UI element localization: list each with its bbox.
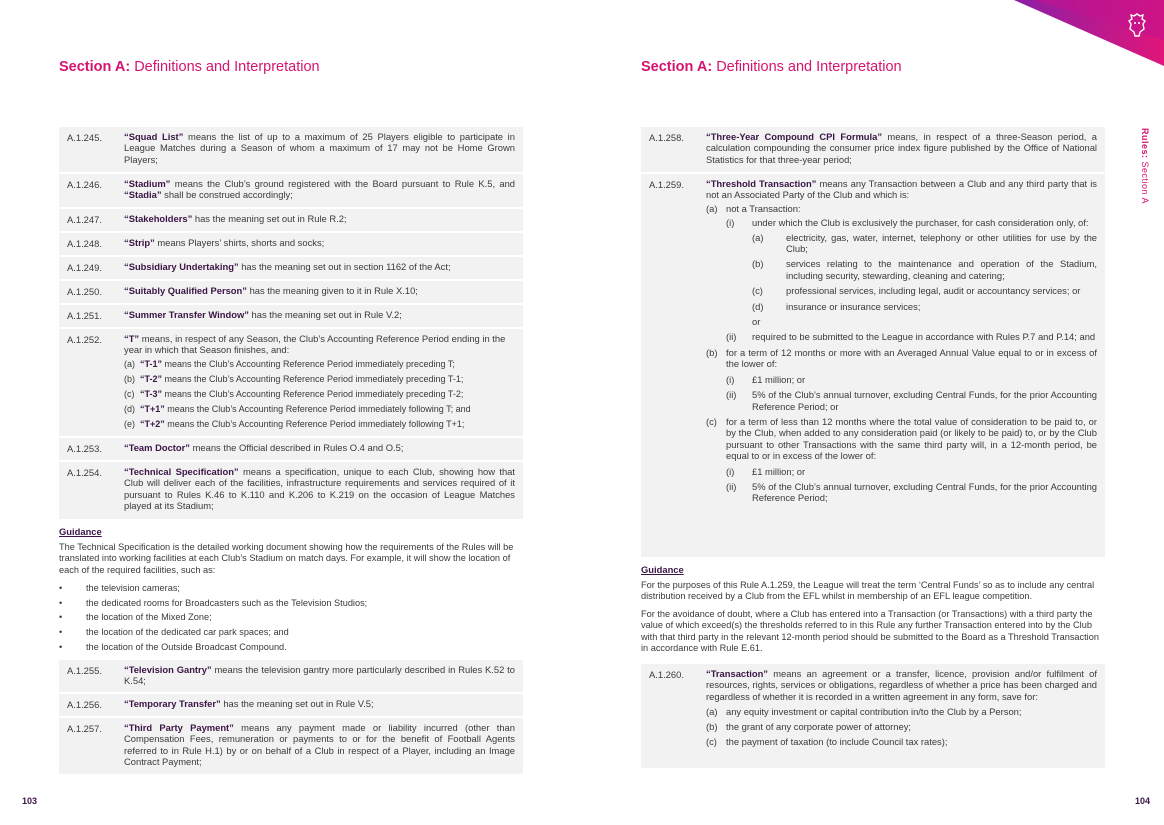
sub-item: (e) “T+2” means the Club’s Accounting Reference Period immediately following T+1; — [124, 418, 465, 429]
rule-a1258: A.1.258. “Three-Year Compound CPI Formula” means, in respect of a three-Season period, a calculation compounding the consumer price index figure published by the Office of National Statistics for that three-year period; — [641, 127, 1105, 172]
rule-a1245: A.1.245. “Squad List” means the list of up to a maximum of 25 Players eligible to participate in League Matches during a Season of whom a maximum of 17 may not be Home Grown Players; — [59, 127, 523, 172]
rule-a1259: A.1.259. “Threshold Transaction” means any Transaction between a Club and any third party that is not an Associated Party of the Club and which is: (a) not a Transaction: (i) under which the Club is exclusively the purchaser, for cash consideration only, of: (a) electricity, gas, water, internet, telephony or other utilities for use by the Club; (b) services relating to the maintenance and operation of the Stadium, including security, stewarding, cleaning and catering; (c) professional services, including legal, audit or accountancy services; or (d) insurance or insurance services; or (ii) required to be submitted to the League in accordance with Rules P.7 and P.14; and (b) for a term of 12 months or more with an Averaged Annual Value equal to or in excess of the lower of: (i) £1 million; or (ii) 5% of the Club’s annual turnover, excluding Central Funds, for the prior Accounting Reference Period; or (c) for a term of less than 12 months where the total value of consideration to be paid to, or by the Club, when added to any consideration paid (or likely to be paid) to, or by the Club pursuant to other Transactions with the same third party will, in a 12-month period, be equal to or in excess of the lower of: (i) £1 million; or (ii) 5% of the Club’s annual turnover, excluding Central Funds, for the prior Accounting Reference Period; — [641, 174, 1105, 557]
guidance-paragraph-1: For the purposes of this Rule A.1.259, the League will treat the term ‘Central Funds’ so as to include any central distribution received by a Club from the EFL whilst in membership of an EFL league competition. — [641, 580, 1095, 602]
rule-a1253: A.1.253. “Team Doctor” means the Official described in Rules O.4 and O.5; — [59, 438, 523, 460]
guidance-paragraph-2: For the avoidance of doubt, where a Club has entered into a Transaction (or Transactions) with a third party the value of which exceed(s) the thresholds referred to in this Rule any further Transaction entered into by the Club with that third party in the relevant 12-month period should be submitted to the Board as a Threshold Transaction in accordance with Rule E.61. — [641, 609, 1099, 654]
sub-item: (c) for a term of less than 12 months where the total value of consideration to be paid to, or by the Club, when added to any consideration paid (or likely to be paid) to, or by the Club pursuant to other Transactions with the same third party will, in a 12-month period, be equal to or in excess of the lower of: — [706, 415, 1097, 462]
rule-a1257: A.1.257. “Third Party Payment” means any payment made or liability incurred (other than Compensation Fees, remuneration or payments to or for the benefit of Football Agents referred to in Rule H.1) by or on behalf of a Club in respect of a Player, including an Image Contract Payment; — [59, 718, 523, 774]
sub-item: (i) £1 million; or — [726, 373, 806, 385]
rule-a1249: A.1.249. “Subsidiary Undertaking” has the meaning set out in section 1162 of the Act; — [59, 257, 523, 279]
or-text: or — [752, 316, 761, 328]
rule-a1256: A.1.256. “Temporary Transfer” has the meaning set out in Rule V.5; — [59, 694, 523, 716]
rule-a1255: A.1.255. “Television Gantry” means the television gantry more particularly described in Rules K.52 to K.54; — [59, 660, 523, 692]
sub-item: (i) £1 million; or — [726, 465, 806, 477]
sub-item: (ii) 5% of the Club’s annual turnover, excluding Central Funds, for the prior Accounting Reference Period; — [726, 480, 1097, 504]
rule-a1250: A.1.250. “Suitably Qualified Person” has the meaning given to it in Rule X.10; — [59, 281, 523, 303]
guidance-heading-left: Guidance — [59, 526, 102, 537]
sub-item: (ii) required to be submitted to the League in accordance with Rules P.7 and P.14; and — [726, 331, 1096, 343]
sub-item: (c) professional services, including legal, audit or accountancy services; or — [752, 285, 1081, 297]
guidance-heading-right: Guidance — [641, 564, 684, 575]
page-title-left: Section A: Definitions and Interpretation — [59, 59, 320, 75]
sub-item: (i) under which the Club is exclusively the purchaser, for cash consideration only, of: — [726, 217, 1089, 229]
sub-item: (a) “T-1” means the Club’s Accounting Reference Period immediately preceding T; — [124, 358, 455, 369]
sub-item: (b) for a term of 12 months or more with an Averaged Annual Value equal to or in excess of the lower of: — [706, 346, 1097, 370]
sub-item: (b) services relating to the maintenance and operation of the Stadium, including security, stewarding, cleaning and catering; — [752, 258, 1097, 281]
lion-crest-icon — [1126, 12, 1148, 38]
rule-a1254: A.1.254. “Technical Specification” means a specification, unique to each Club, showing how that Club will deliver each of the facilities, infrastructure requirements and services required of it pursuant to Rules K.46 to K.110 and K.206 to K.219 on the occasion of League Matches played at its Stadium; — [59, 462, 523, 519]
sub-item: (a) any equity investment or capital contribution in/to the Club by a Person; — [706, 706, 1022, 718]
sub-item: (b) “T-2” means the Club’s Accounting Reference Period immediately preceding T-1; — [124, 373, 464, 384]
sub-item: (b) the grant of any corporate power of attorney; — [706, 721, 912, 733]
rule-a1248: A.1.248. “Strip” means Players’ shirts, shorts and socks; — [59, 233, 523, 255]
page-number-right: 104 — [1134, 796, 1150, 806]
sub-item: (d) “T+1” means the Club’s Accounting Reference Period immediately following T; and — [124, 403, 471, 414]
page-title-right: Section A: Definitions and Interpretation — [641, 59, 902, 75]
rule-a1252: A.1.252. “T” means, in respect of any Season, the Club’s Accounting Reference Period ending in the year in which that Season finishes, and: (a) “T-1” means the Club’s Accounting Reference Period immediately preceding T; (b) “T-2” means the Club’s Accounting Reference Period immediately preceding T-1; (c) “T-3” means the Club’s Accounting Reference Period immediately preceding T-2; (d) “T+1” means the Club’s Accounting Reference Period immediately following T; and (e) “T+2” means the Club’s Accounting Reference Period immediately following T+1; — [59, 329, 523, 436]
guidance-paragraph-left: The Technical Specification is the detailed working document showing how the requirements of the Rules will be translated into working facilities at each Club’s Stadium on match days. For example, it will show the location of each of the required facilities, such as: — [59, 542, 514, 575]
rule-a1251: A.1.251. “Summer Transfer Window” has the meaning set out in Rule V.2; — [59, 305, 523, 327]
side-tab: Rules: Section A — [1140, 128, 1150, 205]
sub-item: (a) not a Transaction: — [706, 202, 801, 214]
sub-item: (d) insurance or insurance services; — [752, 300, 921, 312]
sub-item: (c) “T-3” means the Club’s Accounting Reference Period immediately preceding T-2; — [124, 388, 464, 399]
rule-a1247: A.1.247. “Stakeholders” has the meaning set out in Rule R.2; — [59, 209, 523, 231]
page-number-left: 103 — [22, 796, 38, 806]
sub-item: (c) the payment of taxation (to include Council tax rates); — [706, 736, 948, 748]
sub-item: (ii) 5% of the Club’s annual turnover, excluding Central Funds, for the prior Accounting Reference Period; or — [726, 389, 1097, 412]
sub-item: (a) electricity, gas, water, internet, telephony or other utilities for use by the Club; — [752, 231, 1097, 255]
rule-a1246: A.1.246. “Stadium” means the Club’s ground registered with the Board pursuant to Rule K.5, and “Stadia” shall be construed accordingly; — [59, 174, 523, 207]
rule-a1260: A.1.260. “Transaction” means an agreement or a transfer, licence, provision and/or fulfilment of resources, rights, services or obligations, regardless of whether a price has been charged and regardless of whether it is recorded in a written agreement in any form, save for: (a) any equity investment or capital contribution in/to the Club by a Person; (b) the grant of any corporate power of attorney; (c) the payment of taxation (to include Council tax rates); — [641, 664, 1105, 768]
